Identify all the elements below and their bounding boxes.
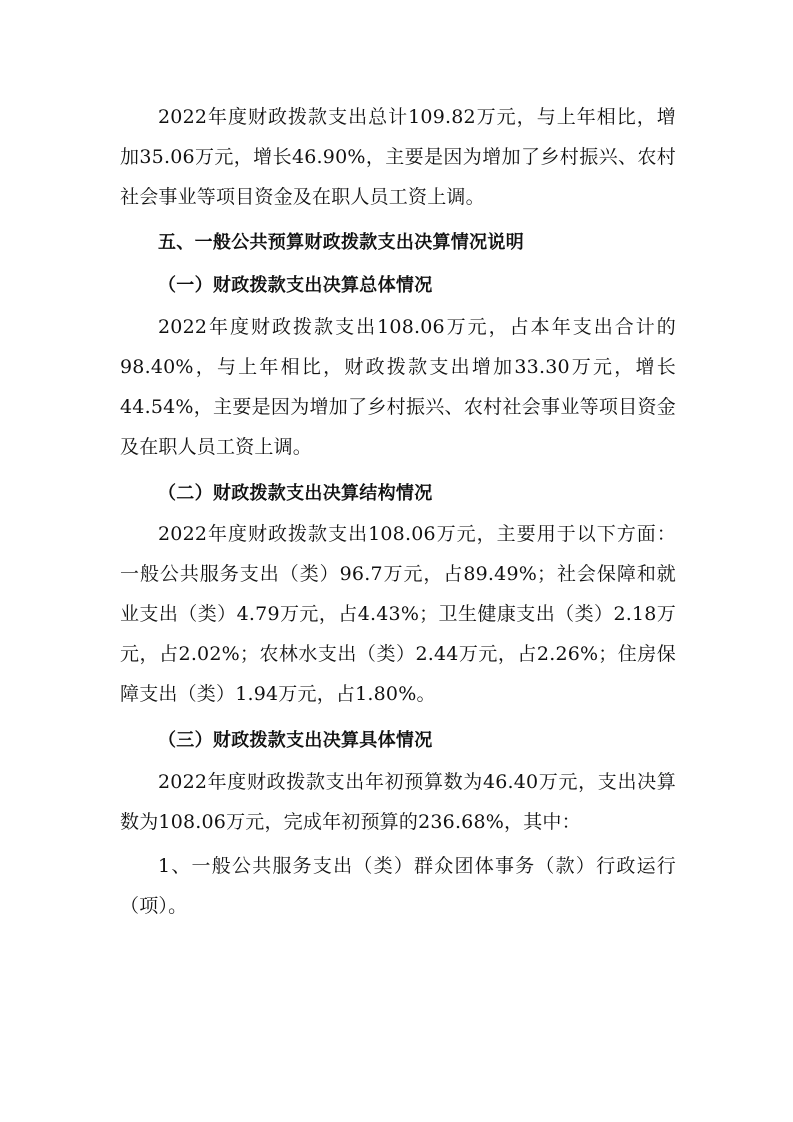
subheading-structure: （二）财政拨款支出决算结构情况 bbox=[158, 483, 433, 504]
paragraph-details: 2022年度财政拨款支出年初预算数为46.40万元，支出决算数为108.06万元，完成年初预算的236.68%，其中： bbox=[120, 771, 676, 833]
paragraph-overall: 2022年度财政拨款支出108.06万元，占本年支出合计的98.40%，与上年相比，财政拨款支出增加33.30万元，增长44.54%，主要是因为增加了乡村振兴、农村社会事业等项目资金及在职人员工资上调。 bbox=[120, 316, 676, 458]
paragraph-structure: 2022年度财政拨款支出108.06万元，主要用于以下方面：一般公共服务支出（类）96.7万元，占89.49%；社会保障和就业支出（类）4.79万元，占4.43%；卫生健康支出（类）2.18万元，占2.02%；农林水支出（类）2.44万元，占2.26%；住房保障支出（类）1.94万元，占1.80%。 bbox=[120, 523, 676, 705]
paragraph-item-1: 1、一般公共服务支出（类）群众团体事务（款）行政运行（项）。 bbox=[120, 855, 676, 917]
paragraph-total-expenditure: 2022年度财政拨款支出总计109.82万元，与上年相比，增加35.06万元，增长46.90%，主要是因为增加了乡村振兴、农村社会事业等项目资金及在职人员工资上调。 bbox=[120, 106, 676, 208]
subheading-details: （三）财政拨款支出决算具体情况 bbox=[158, 730, 433, 751]
subheading-overall: （一）财政拨款支出决算总体情况 bbox=[158, 275, 433, 296]
section-heading: 五、一般公共预算财政拨款支出决算情况说明 bbox=[158, 232, 524, 253]
